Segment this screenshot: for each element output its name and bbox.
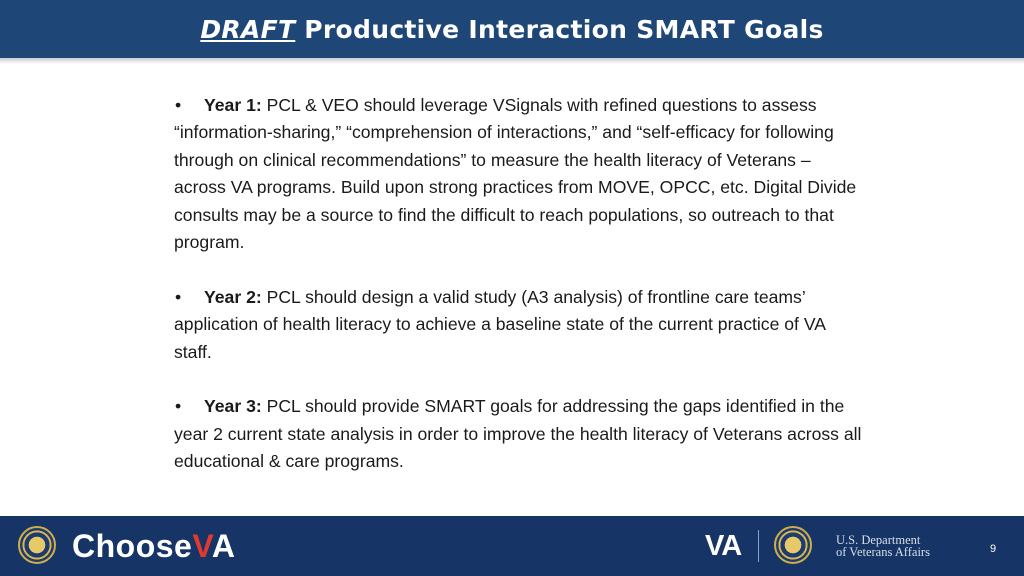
paragraph-spacer xyxy=(174,256,864,283)
slide-title xyxy=(200,15,823,44)
choose-va-logo xyxy=(72,526,235,566)
va-seal-icon xyxy=(18,526,56,564)
goal-year-3-lead: Year 3: xyxy=(204,396,262,417)
goal-year-2-text: PCL should design a valid study (A3 analysis) of frontline care teams’ application of health literacy to achieve a baseline state of the current practice of VA staff. xyxy=(174,286,826,362)
goal-year-1-lead: Year 1: xyxy=(204,95,262,115)
goal-year-3-text: PCL should provide SMART goals for addressing the gaps identified in the year 2 current state analysis in order to improve the health literacy of Veterans across all educational & care programs. xyxy=(174,396,862,472)
goals-list xyxy=(174,92,864,476)
draft-label: DRAFT xyxy=(200,14,296,44)
department-name-line-1: U.S. Department xyxy=(836,533,921,547)
title-bar-shadow xyxy=(0,58,1024,64)
goal-year-3 xyxy=(174,393,864,475)
bullet-marker: • xyxy=(175,286,182,307)
goal-year-2-lead: Year 2: xyxy=(204,286,262,307)
title-bar xyxy=(0,0,1024,58)
bullet-marker: • xyxy=(175,95,182,115)
department-name-line-2: of Veterans Affairs xyxy=(836,545,930,559)
va-logo: VA xyxy=(705,530,742,562)
department-seal-icon xyxy=(774,526,812,564)
page-number: 9 xyxy=(990,543,997,555)
bullet-marker: • xyxy=(175,396,182,417)
footer-divider xyxy=(758,530,759,562)
slide-title-text: Productive Interaction SMART Goals xyxy=(304,14,824,44)
goal-year-1 xyxy=(174,92,864,256)
choose-va-logo-prefix: Choose xyxy=(72,528,193,564)
choose-va-logo-v: V xyxy=(192,528,212,564)
goal-year-1-text: PCL & VEO should leverage VSignals with refined questions to assess “information-sharing,” “comprehension of interactions,” and “self-efficacy for following through on clinical recommendations” to measure the health literacy of Veterans – across VA programs. Build upon strong practices from MOVE, OPCC, etc. Digital Divide consults may be a source to find the difficult to reach populations, so outreach to that program. xyxy=(174,95,857,253)
goal-year-2 xyxy=(174,284,864,366)
paragraph-spacer xyxy=(174,366,864,393)
department-name xyxy=(836,534,930,558)
footer-bar xyxy=(0,516,1024,576)
choose-va-logo-a: A xyxy=(211,528,236,564)
